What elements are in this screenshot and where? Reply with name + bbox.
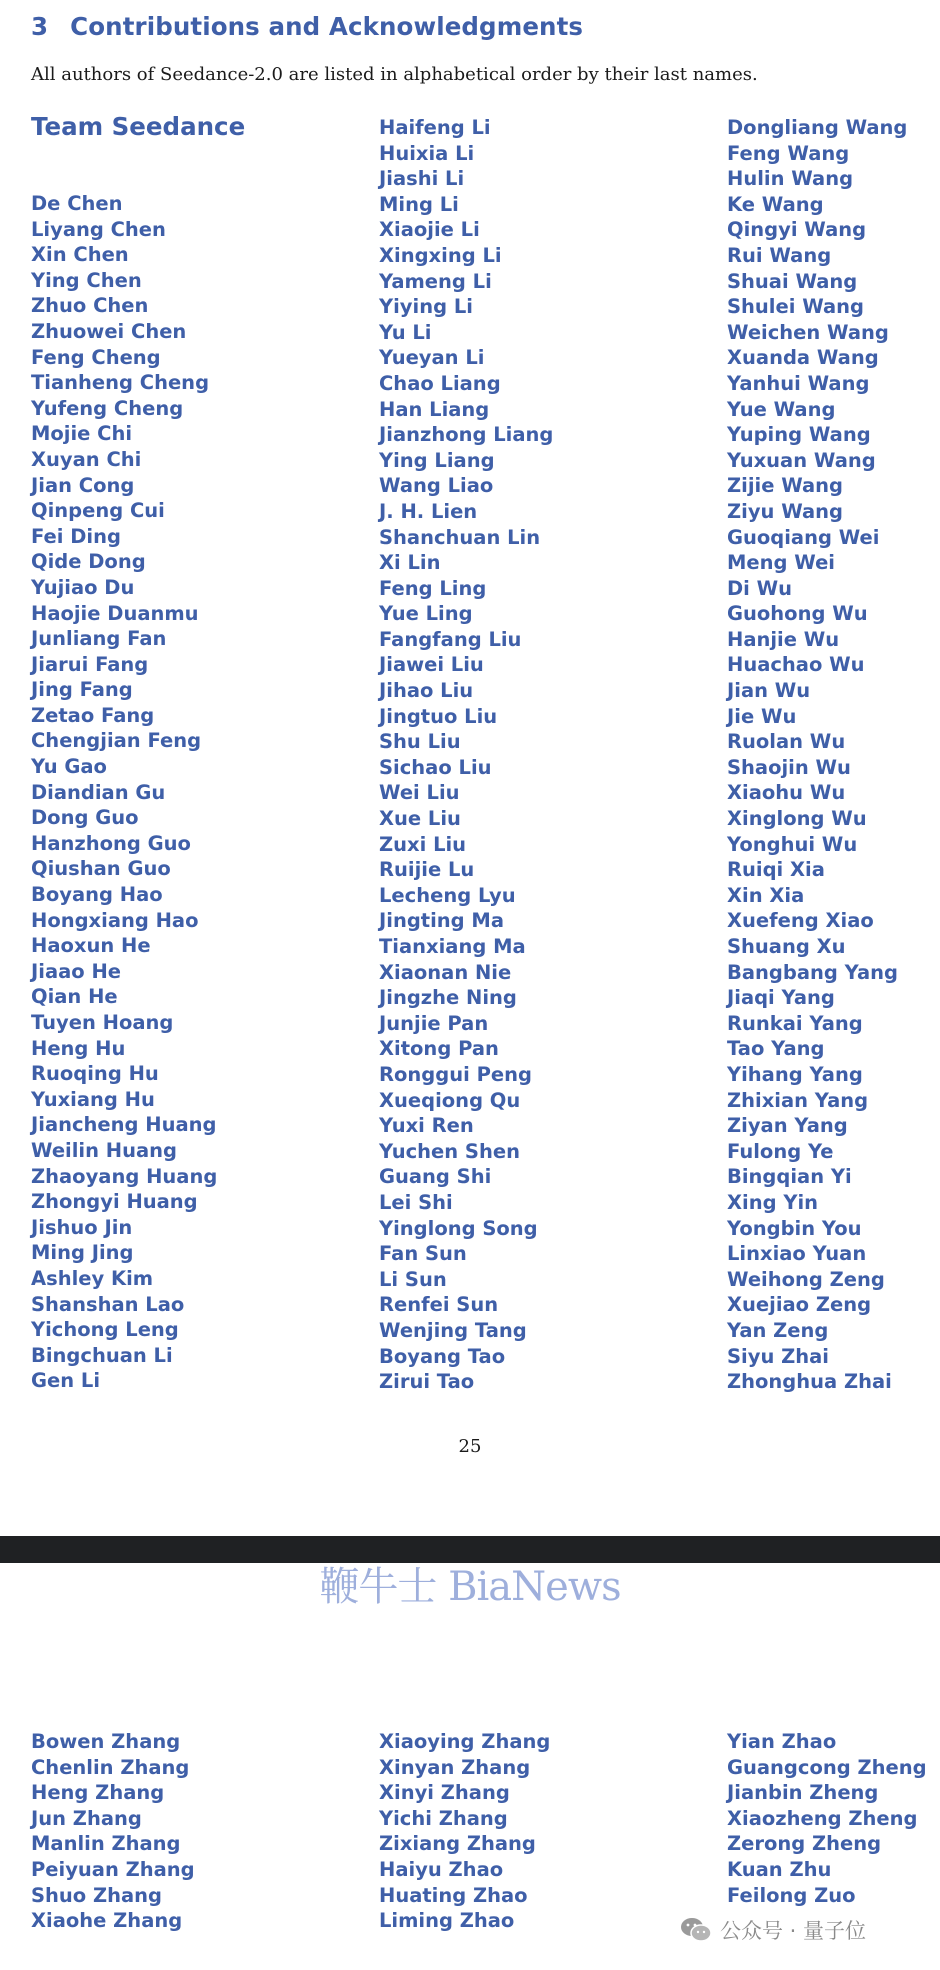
author-name: Zhaoyang Huang (31, 1164, 218, 1188)
author-name: Haojie Duanmu (31, 601, 199, 625)
author-name: Weihong Zeng (727, 1267, 885, 1291)
author-name: Ruijie Lu (379, 858, 475, 882)
author-name: Ruolan Wu (727, 730, 846, 754)
author-name: Xin Chen (31, 243, 129, 267)
author-name: Xinglong Wu (727, 807, 867, 831)
author-name: Qide Dong (31, 550, 146, 574)
author-name: Huating Zhao (379, 1883, 528, 1907)
author-name: Zerong Zheng (727, 1832, 882, 1856)
author-name: Chengjian Feng (31, 729, 202, 753)
author-name: Yanhui Wang (727, 371, 870, 395)
author-name: Liming Zhao (379, 1909, 515, 1933)
author-column-2 (379, 115, 553, 1395)
author-name: Ming Li (379, 192, 459, 216)
author-column-3 (727, 115, 907, 1395)
author-name: Yihang Yang (727, 1062, 863, 1086)
author-name: Xin Xia (727, 883, 805, 907)
wechat-icon (680, 1916, 712, 1944)
intro-paragraph: All authors of Seedance-2.0 are listed in alphabetical order by their last names. (31, 64, 758, 85)
author-name: Feng Wang (727, 141, 850, 165)
author-name: Hanjie Wu (727, 627, 840, 651)
author-name: Jiancheng Huang (31, 1113, 217, 1137)
author-name: Xinyi Zhang (379, 1781, 510, 1805)
author-name: Jiawei Liu (379, 653, 484, 677)
author-name: Yueyan Li (379, 346, 485, 370)
author-name: Shuang Xu (727, 935, 846, 958)
author-name: Yameng Li (379, 269, 492, 293)
author-name: Jiaao He (31, 959, 121, 983)
author-column-page2-3 (727, 1729, 927, 1908)
author-column-page2-2 (379, 1729, 550, 1934)
author-name: Jian Cong (31, 473, 135, 497)
author-name: Ronggui Peng (379, 1062, 532, 1086)
author-name: Yuping Wang (727, 423, 871, 447)
wechat-account-label (680, 1913, 866, 1947)
author-name: Zhuowei Chen (31, 319, 187, 343)
author-name: Shuai Wang (727, 269, 858, 293)
author-name: Ruiqi Xia (727, 858, 825, 882)
author-name: Ruoqing Hu (31, 1062, 159, 1086)
author-name: Guang Shi (379, 1165, 492, 1189)
author-name: Xi Lin (379, 551, 441, 575)
author-name: Heng Hu (31, 1036, 126, 1060)
author-name: Bingchuan Li (31, 1343, 173, 1367)
team-heading: Team Seedance (31, 112, 246, 141)
author-name: Hanzhong Guo (31, 831, 191, 855)
author-name: Xueqiong Qu (379, 1088, 521, 1112)
author-column-1 (31, 191, 217, 1394)
author-name: Gen Li (31, 1369, 101, 1393)
author-name: Xue Liu (379, 807, 461, 831)
author-column-page2-1 (31, 1729, 195, 1934)
section-number: 3 (31, 12, 49, 41)
author-name: Shanchuan Lin (379, 525, 541, 549)
author-name: Yu Gao (31, 755, 107, 779)
author-name: Di Wu (727, 576, 793, 600)
author-name: Jie Wu (727, 704, 797, 728)
author-name: Haifeng Li (379, 116, 491, 139)
author-name: Shanshan Lao (31, 1292, 185, 1316)
author-name: Yongbin You (727, 1216, 862, 1240)
author-name: Runkai Yang (727, 1011, 863, 1035)
author-name: Yuchen Shen (379, 1139, 520, 1163)
author-name: Zhixian Yang (727, 1088, 869, 1112)
author-name: Lecheng Lyu (379, 883, 516, 907)
author-name: Bingqian Yi (727, 1165, 852, 1189)
author-name: Qingyi Wang (727, 218, 867, 242)
author-name: De Chen (31, 192, 123, 215)
author-name: Huachao Wu (727, 653, 865, 677)
author-name: Zijie Wang (727, 474, 844, 498)
author-name: Boyang Tao (379, 1344, 506, 1368)
author-name: Yuxiang Hu (31, 1087, 155, 1111)
author-name: Shulei Wang (727, 295, 865, 319)
author-name: Sichao Liu (379, 755, 492, 779)
watermark-logo: 鞭牛士 BiaNews (319, 1564, 621, 1610)
author-name: Guoqiang Wei (727, 525, 880, 549)
author-name: Zhuo Chen (31, 294, 149, 318)
author-name: Ziyu Wang (727, 499, 844, 523)
author-name: Fan Sun (379, 1242, 467, 1266)
author-name: Jiaqi Yang (727, 986, 835, 1010)
author-name: Junliang Fan (31, 627, 167, 651)
author-name: Zhonghua Zhai (727, 1370, 892, 1394)
author-name: Bowen Zhang (31, 1730, 181, 1753)
author-name: Zirui Tao (379, 1370, 475, 1394)
author-name: Manlin Zhang (31, 1832, 181, 1856)
author-name: Yichong Leng (31, 1318, 179, 1342)
author-name: Ying Liang (379, 448, 495, 472)
author-name: Feng Ling (379, 576, 487, 600)
author-name: Jing Fang (31, 678, 133, 702)
author-name: Zixiang Zhang (379, 1832, 536, 1856)
author-name: Jiarui Fang (31, 652, 149, 676)
author-name: Lei Shi (379, 1190, 453, 1214)
author-name: Yufeng Cheng (31, 396, 184, 420)
author-name: Xuefeng Xiao (727, 909, 874, 933)
author-name: Yu Li (379, 320, 432, 344)
author-name: Meng Wei (727, 551, 835, 575)
author-name: Fangfang Liu (379, 627, 522, 651)
author-name: Yujiao Du (31, 575, 135, 599)
author-name: Shaojin Wu (727, 755, 851, 779)
author-name: Xingxing Li (379, 243, 502, 267)
author-name: Junjie Pan (379, 1011, 489, 1035)
author-name: Fei Ding (31, 524, 121, 548)
author-name: Jianzhong Liang (379, 423, 554, 447)
wechat-account-text: 公众号 · 量子位 (720, 1919, 867, 1943)
author-name: Xiaohu Wu (727, 781, 846, 805)
author-name: Ashley Kim (31, 1266, 154, 1290)
author-name: Yonghui Wu (727, 832, 858, 856)
author-name: Weichen Wang (727, 320, 889, 344)
section-heading (31, 12, 583, 41)
author-name: Rui Wang (727, 243, 832, 267)
author-name: Liyang Chen (31, 217, 166, 241)
author-name: Shuo Zhang (31, 1883, 163, 1907)
author-name: Fulong Ye (727, 1139, 834, 1163)
author-name: Wenjing Tang (379, 1318, 527, 1342)
author-name: Xing Yin (727, 1190, 819, 1214)
author-name: Xiaonan Nie (379, 960, 512, 984)
author-name: Ke Wang (727, 192, 824, 216)
author-name: Li Sun (379, 1267, 447, 1291)
author-name: Jian Wu (727, 679, 811, 703)
author-name: Yuxi Ren (379, 1114, 474, 1138)
author-name: Jingting Ma (379, 909, 504, 933)
author-name: Jingzhe Ning (379, 986, 517, 1010)
author-name: Xitong Pan (379, 1037, 499, 1061)
author-name: Qiushan Guo (31, 857, 171, 881)
author-name: Yue Ling (379, 602, 473, 626)
author-name: Renfei Sun (379, 1293, 499, 1317)
section-title-text: Contributions and Acknowledgments (70, 12, 584, 41)
author-name: Xiaohe Zhang (31, 1909, 183, 1933)
author-name: Heng Zhang (31, 1781, 165, 1805)
author-name: Yue Wang (727, 397, 836, 421)
author-name: Shu Liu (379, 730, 461, 754)
author-name: Yan Zeng (727, 1318, 829, 1342)
author-name: Qinpeng Cui (31, 499, 165, 523)
author-name: Yichi Zhang (379, 1806, 508, 1830)
author-name: Wei Liu (379, 781, 460, 805)
author-name: Wang Liao (379, 474, 494, 498)
author-name: J. H. Lien (379, 499, 478, 523)
author-name: Jianbin Zheng (727, 1781, 879, 1805)
author-name: Yuxuan Wang (727, 448, 876, 472)
author-name: Weilin Huang (31, 1138, 177, 1162)
author-name: Xiaojie Li (379, 218, 480, 242)
author-name: Guangcong Zheng (727, 1755, 927, 1779)
author-name: Haiyu Zhao (379, 1857, 504, 1881)
author-name: Jishuo Jin (31, 1215, 133, 1239)
author-name: Guohong Wu (727, 602, 868, 626)
author-name: Zuxi Liu (379, 832, 467, 856)
author-name: Xuyan Chi (31, 447, 142, 471)
author-name: Xuanda Wang (727, 346, 879, 370)
author-name: Xiaozheng Zheng (727, 1806, 918, 1830)
author-name: Huixia Li (379, 141, 475, 165)
author-name: Chenlin Zhang (31, 1755, 190, 1779)
author-name: Tuyen Hoang (31, 1011, 174, 1034)
author-name: Yinglong Song (379, 1216, 538, 1240)
author-name: Zetao Fang (31, 703, 155, 727)
author-name: Chao Liang (379, 371, 501, 395)
author-name: Ming Jing (31, 1241, 134, 1265)
author-name: Mojie Chi (31, 422, 133, 446)
author-name: Han Liang (379, 397, 490, 421)
author-name: Jihao Liu (379, 679, 474, 703)
author-name: Haoxun He (31, 934, 151, 958)
author-name: Yiying Li (379, 295, 473, 319)
author-name: Bangbang Yang (727, 960, 898, 984)
author-name: Zhongyi Huang (31, 1190, 198, 1214)
author-name: Tianheng Cheng (31, 371, 210, 395)
author-name: Siyu Zhai (727, 1344, 829, 1368)
author-name: Feilong Zuo (727, 1883, 856, 1907)
author-name: Kuan Zhu (727, 1857, 832, 1881)
author-name: Dongliang Wang (727, 116, 908, 139)
author-name: Dong Guo (31, 806, 139, 830)
author-name: Tianxiang Ma (379, 935, 526, 958)
author-name: Xuejiao Zeng (727, 1293, 872, 1317)
author-name: Linxiao Yuan (727, 1242, 867, 1266)
author-name: Xinyan Zhang (379, 1755, 531, 1779)
author-name: Ying Chen (31, 268, 142, 292)
author-name: Jiashi Li (379, 167, 465, 191)
author-name: Yian Zhao (727, 1730, 837, 1753)
author-name: Feng Cheng (31, 345, 161, 369)
author-name: Diandian Gu (31, 780, 166, 804)
author-name: Jingtuo Liu (379, 704, 498, 728)
author-name: Xiaoying Zhang (379, 1730, 551, 1753)
author-name: Ziyan Yang (727, 1114, 848, 1138)
author-name: Jun Zhang (31, 1806, 142, 1830)
author-name: Boyang Hao (31, 883, 163, 907)
author-name: Hulin Wang (727, 167, 854, 191)
author-name: Hongxiang Hao (31, 908, 199, 932)
page-number: 25 (458, 1436, 482, 1457)
author-name: Qian He (31, 985, 118, 1009)
author-name: Peiyuan Zhang (31, 1857, 195, 1881)
author-name: Tao Yang (727, 1037, 825, 1061)
